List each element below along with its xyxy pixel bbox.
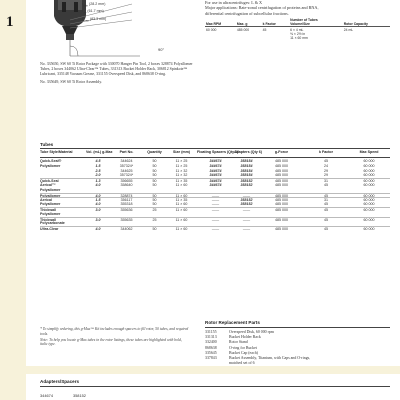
radius-avg: $r_{av}$ (61.7 mm) — [82, 9, 104, 16]
tube-volume: 4.0 — [95, 193, 101, 198]
part-description: Rotor Stand — [229, 340, 248, 345]
tube-k-factor: 31 — [324, 198, 328, 203]
tube-part-number: 356117 — [120, 198, 133, 203]
tube-g-force: 485 000 — [275, 168, 288, 173]
tube-k-factor: 45 — [324, 208, 328, 212]
tube-volume: 2.5 — [95, 168, 101, 173]
part-description: Overspeed Disk, 60 000 rpm — [229, 330, 274, 334]
tubes-col-header: Floating Spacers (Qty 1) — [197, 150, 239, 154]
tube-part-number: 344625 — [120, 168, 133, 173]
tube-g-force: 485 000 — [275, 217, 288, 222]
tube-adapter: —— — [242, 227, 251, 232]
tubes-header-rule — [40, 157, 390, 158]
tube-k-factor: 24 — [324, 163, 328, 168]
tube-quantity: 50 — [152, 198, 157, 203]
tube-size: 11 × 32 — [175, 168, 188, 173]
adapters-rule — [40, 386, 390, 387]
tube-part-number: 358640 — [120, 183, 133, 187]
radius-max: $r_{max}$ (83.3 mm) — [82, 16, 107, 23]
table-row — [40, 226, 390, 231]
tube-adapter: 358152 — [240, 183, 253, 187]
package-notes — [40, 62, 200, 85]
tube-adapter: 358154 — [240, 168, 253, 173]
tube-k-factor: 29 — [324, 173, 328, 178]
tube-part-number: 328874 — [120, 193, 133, 198]
tube-size: 11 × 60 — [175, 208, 188, 212]
tube-k-factor: 45 — [324, 227, 328, 232]
tube-style: Aerical™ — [40, 183, 56, 187]
footnote: * To simplify ordering, this g-Max™ Kit includes enough spacers to fill rotor, 50 tubes, and required tools. — [40, 327, 189, 336]
tube-adapter: —— — [242, 193, 251, 198]
tube-spacer: 344674 — [209, 163, 222, 168]
tube-volume: 1.3 — [95, 179, 101, 184]
spec-cell: 24 mL — [343, 28, 354, 32]
part-description: Bucket Holder Rack — [229, 335, 261, 340]
package-note: No. 335649, SW 60 Ti Rotor Assembly. — [40, 80, 103, 84]
tube-k-factor: 29 — [324, 168, 328, 173]
spec-cell: 60 000 — [206, 28, 217, 32]
radius-min: $r_{min}$ (28.2 mm) — [82, 2, 106, 8]
part-number: 331155 — [205, 330, 217, 334]
adapter-part-number: 358152 — [72, 393, 86, 398]
tube-size: 11 × 60 — [175, 183, 188, 187]
tube-style: Polycarbonate — [40, 221, 65, 226]
tubes-title: Tubes — [40, 142, 54, 147]
tube-adapter: 358154 — [240, 163, 253, 168]
spec-header: k Factor — [262, 17, 289, 27]
part-number: 335645 — [205, 350, 217, 355]
tubes-col-header: Quantity — [147, 150, 162, 154]
tube-volume: 2.0 — [95, 173, 101, 178]
tube-part-number: 344624 — [120, 159, 133, 163]
tube-size: 11 × 25 — [175, 159, 188, 163]
adapters-list — [40, 393, 86, 398]
tube-quantity: 50 — [152, 179, 157, 184]
tube-quantity: 25 — [152, 217, 157, 222]
tube-style: Polyallomer — [40, 193, 61, 198]
tube-spacer: —— — [211, 198, 220, 203]
spec-cell: 45 — [262, 28, 267, 32]
footnote: Note: To help you locate g-Max tubes in the rotor listings, these tubes are highlighted with bold, italic type. — [40, 337, 182, 347]
tube-part-number: 344062 — [120, 227, 133, 232]
tube-style: Quick-Seal — [40, 179, 59, 184]
tube-g-force: 485 000 — [275, 159, 288, 163]
tube-style: Polyallomer — [40, 187, 61, 192]
desc-line: For use in ultracentrifuges: L & X — [205, 0, 263, 5]
tube-max-speed: 60 000 — [363, 183, 375, 187]
part-number: 332400 — [205, 340, 217, 345]
spec-header: Number of Tubes Volume/Size — [289, 17, 343, 27]
tube-spacer: —— — [211, 208, 220, 212]
tube-volume: 4.0 — [95, 183, 101, 187]
tube-g-force: 485 000 — [275, 173, 288, 178]
tube-style: Polyallomer — [40, 211, 61, 216]
spec-header: Rotor Capacity — [343, 17, 390, 27]
tube-quantity: 50 — [152, 159, 157, 163]
tube-size: 11 × 60 — [175, 202, 188, 207]
tube-k-factor: 45 — [324, 193, 328, 198]
part-description: O-ring for Bucket — [229, 345, 257, 350]
tube-size: 11 × 32 — [175, 173, 188, 178]
tube-volume: 3.0 — [95, 208, 101, 212]
tube-volume: 4.0 — [95, 202, 101, 207]
parts-row — [205, 356, 395, 366]
tube-g-force: 485 000 — [275, 193, 288, 198]
tube-g-force: 485 000 — [275, 198, 288, 203]
tube-k-factor: 31 — [324, 179, 328, 184]
tubes-col-header: Max Speed — [359, 150, 379, 154]
part-description: Bucket Assembly, Titanium, with Caps and O-rings, matched set of 6 — [229, 356, 311, 366]
tube-volume: 1.5 — [95, 163, 101, 168]
spec-header: Max RPM — [205, 17, 236, 27]
tube-k-factor: 45 — [324, 183, 328, 187]
tube-k-factor: 45 — [324, 159, 328, 163]
radius-spec-list — [82, 2, 106, 24]
package-note: No. 335650, SW 60 Ti Rotor Package with 330070 Hanger Pin Tool, 2 boxes 328874 Polyallomer Tubes, 2 boxes 344062 Ultra-Clear™ Tubes, 331313 Bucket Holder Rack, 306812 Spinkote™ Lubricant, 335148 Vacuum Grease, 331155 Overspeed Disk, and 868638 O-ring. — [40, 62, 193, 76]
tube-volume: 4.5 — [95, 159, 101, 163]
tube-quantity: 50 — [152, 227, 157, 232]
tubes-col-header: Adapters (Qty 6) — [234, 150, 262, 154]
bottom-band — [0, 366, 400, 374]
parts-title: Rotor Replacement Parts — [205, 320, 260, 325]
tube-style: Quick-Seal® — [40, 159, 62, 163]
tube-g-force: 485 000 — [275, 208, 288, 212]
tube-g-force: 485 000 — [275, 227, 288, 232]
tube-spacer: 344674 — [209, 159, 222, 163]
tube-g-force: 485 000 — [275, 202, 288, 207]
tube-max-speed: 60 000 — [363, 217, 375, 222]
left-sidebar-bar — [0, 0, 26, 400]
part-number: 337843 — [205, 356, 217, 361]
tube-max-speed: 60 000 — [363, 208, 375, 212]
tube-adapter: 358152 — [240, 179, 253, 184]
tube-adapter: 358152 — [240, 198, 253, 203]
tube-style: Polyallomer — [40, 163, 61, 168]
tube-k-factor: 45 — [324, 202, 328, 207]
tube-adapter: —— — [242, 208, 251, 212]
tube-spacer: —— — [211, 217, 220, 222]
tube-volume: 1.5 — [95, 198, 101, 203]
tube-spacer: —— — [211, 227, 220, 232]
tube-part-number: 355636 — [120, 208, 133, 212]
tube-size: 11 × 60 — [175, 193, 188, 198]
part-number: 331313 — [205, 335, 217, 340]
adapter-part-number: 344674 — [40, 393, 53, 398]
tube-adapter: 358154 — [240, 159, 253, 163]
tube-quantity: 50 — [152, 183, 157, 187]
tube-max-speed: 60 000 — [363, 202, 375, 207]
tube-max-speed: 60 000 — [363, 163, 375, 168]
tube-quantity: 25 — [152, 208, 157, 212]
tube-part-number: 356655 — [120, 179, 133, 184]
part-number: 868638 — [205, 345, 217, 350]
tube-g-force: 485 000 — [275, 163, 288, 168]
tube-style: Thickwall — [40, 208, 57, 212]
tubes-col-header: Part No. — [119, 150, 134, 154]
tube-adapter: 358154 — [240, 173, 253, 178]
tube-size: 11 × 35 — [175, 198, 188, 203]
tube-g-force: 485 000 — [275, 179, 288, 184]
tubes-header-row — [40, 150, 390, 154]
spec-cell: 6 × 4 mL ⅜ × 2½ in 11 × 60 mm — [290, 28, 308, 41]
tube-spacer: 344674 — [209, 173, 222, 178]
parts-rule — [205, 327, 390, 328]
spec-header: Max. g — [236, 17, 262, 27]
tube-style: Polyallomer — [40, 202, 61, 207]
tube-k-factor: 45 — [324, 217, 328, 222]
tube-max-speed: 60 000 — [363, 193, 375, 198]
tube-quantity: 50 — [152, 202, 157, 207]
desc-line: Major applications: Rate-zonal centrifugation of proteins and RNA, — [205, 5, 319, 11]
tube-adapter: —— — [242, 217, 251, 222]
tube-part-number: 355318 — [120, 202, 133, 207]
tube-quantity: 50 — [152, 173, 157, 178]
tube-max-speed: 60 000 — [363, 159, 375, 163]
tube-max-speed: 60 000 — [363, 173, 375, 178]
angle-label: 90° — [158, 47, 165, 52]
tube-max-speed: 60 000 — [363, 198, 375, 203]
tube-part-number: 357324* — [119, 173, 134, 178]
tube-quantity: 50 — [152, 193, 157, 198]
tube-size: 11 × 35 — [175, 179, 188, 184]
tube-spacer: 344674 — [209, 168, 222, 173]
tube-style: Thickwall — [40, 217, 57, 222]
tubes-col-header: Size (mm) — [173, 150, 190, 154]
tube-g-force: 485 000 — [275, 183, 288, 187]
tube-quantity: 50 — [152, 168, 157, 173]
rotor-spec-table — [205, 17, 390, 42]
tube-style: Aerical — [40, 198, 52, 203]
tube-style: Ultra-Clear — [40, 227, 59, 232]
tube-size: 11 × 25 — [175, 163, 188, 168]
part-description: Bucket Cap (each) — [229, 350, 258, 355]
tube-spacer: —— — [211, 193, 220, 198]
tube-size: 11 × 60 — [175, 227, 188, 232]
tube-volume: 3.0 — [95, 217, 101, 222]
tube-footnotes — [40, 327, 190, 347]
tube-size: 11 × 60 — [175, 217, 188, 222]
desc-line: differential centrifugation of subcellular fractions. — [205, 10, 289, 16]
tube-adapter: 358152 — [240, 202, 253, 207]
tube-spacer: 344674 — [209, 179, 222, 184]
rotor-description — [205, 0, 390, 16]
tube-max-speed: 60 000 — [363, 227, 375, 232]
tubes-col-header: g-Force — [274, 150, 289, 154]
tubes-col-header: Tube Style/Material — [40, 150, 73, 154]
tube-max-speed: 60 000 — [363, 179, 375, 184]
tube-volume: 4.0 — [95, 227, 101, 232]
tubes-rule — [40, 148, 390, 149]
tube-max-speed: 60 000 — [363, 168, 375, 173]
tubes-col-header: Vol. (mL) g-Max — [86, 150, 113, 154]
tube-quantity: 50 — [152, 163, 157, 168]
page-number: 1 — [6, 14, 14, 30]
adapters-title: Adapters/Spacers — [40, 379, 80, 384]
tube-part-number: 357324* — [119, 163, 134, 168]
tubes-col-header: k Factor — [319, 150, 333, 154]
tube-spacer: 344674 — [209, 183, 222, 187]
spec-cell: 485 000 — [236, 28, 250, 32]
parts-list — [205, 330, 395, 366]
tube-spacer: —— — [211, 202, 220, 207]
tube-part-number: 355635 — [120, 217, 133, 222]
